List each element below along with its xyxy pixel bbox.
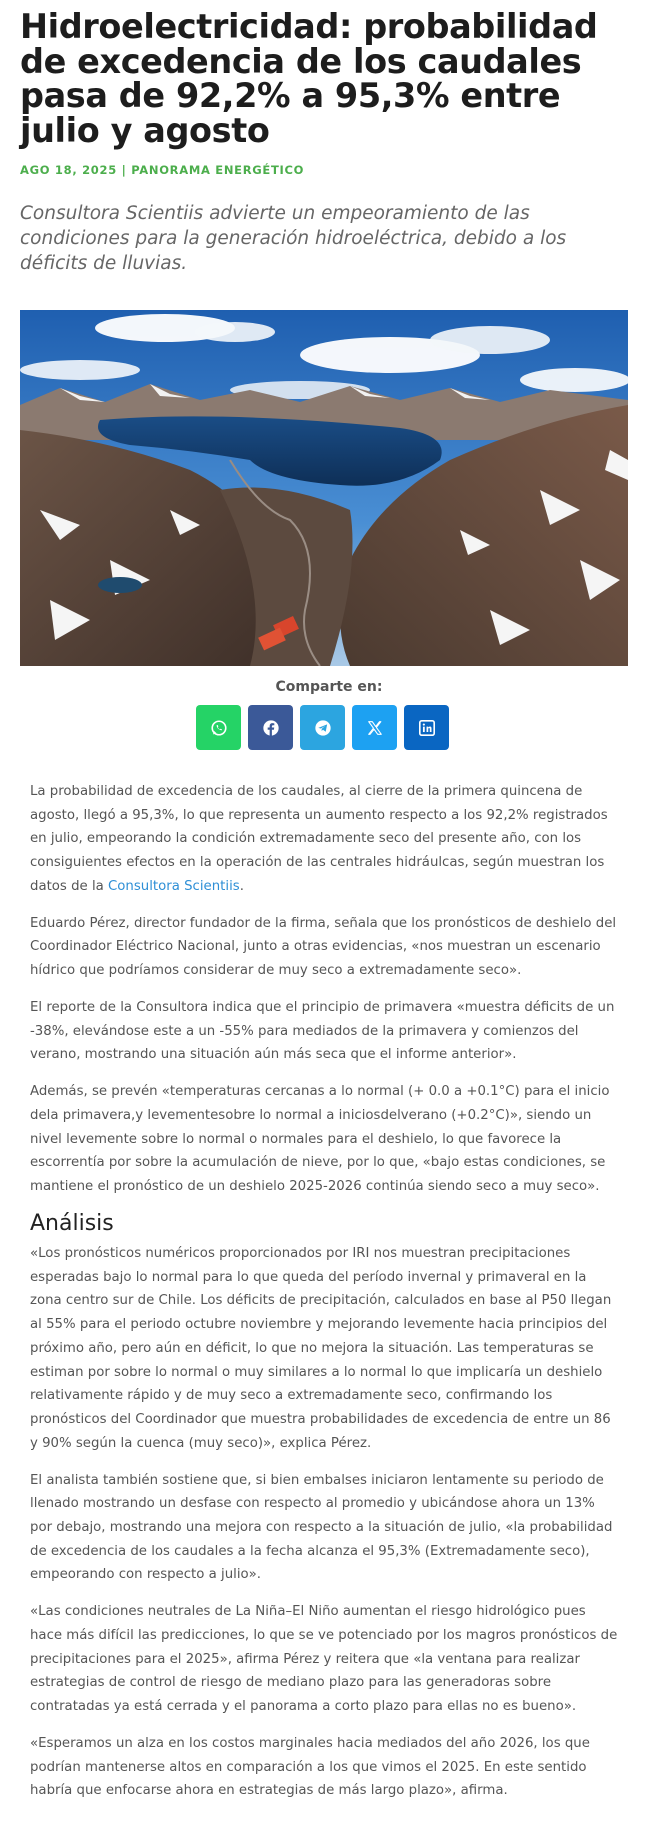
article-subtitle: Consultora Scientiis advierte un empeoramiento de las condiciones para la generación hidroeléctrica, debido a los déficits de lluvias.: [20, 203, 567, 274]
article-body: [30, 780, 620, 1816]
paragraph-1: [30, 780, 620, 899]
paragraph-2: Eduardo Pérez, director fundador de la firma, señala que los pronósticos de deshielo del Coordinador Eléctrico Nacional, junto a otras evidencias, «nos muestran un escenario hídrico que podríamos considerar de muy seco a extremadamente seco».: [30, 915, 617, 979]
whatsapp-icon: [210, 719, 228, 737]
share-buttons: [196, 705, 449, 750]
linkedin-icon: [418, 719, 436, 737]
share-whatsapp-button[interactable]: [196, 705, 241, 750]
share-facebook-button[interactable]: [248, 705, 293, 750]
article-meta[interactable]: AGO 18, 2025 | PANORAMA ENERGÉTICO: [20, 163, 305, 177]
paragraph-1-end: .: [239, 878, 244, 894]
share-telegram-button[interactable]: [300, 705, 345, 750]
section-heading-analisis: Análisis: [30, 1211, 114, 1236]
x-icon: [366, 719, 384, 737]
paragraph-8: «Esperamos un alza en los costos marginales hacia mediados del año 2026, los que podrían mantenerse altos en comparación a los que vimos el 2025. En este sentido habría que enfocarse ahora en estrategias de más largo plazo», afirma.: [30, 1735, 590, 1799]
share-label: Comparte en:: [275, 679, 383, 695]
paragraph-1-text: La probabilidad de excedencia de los caudales, al cierre de la primera quincena de agosto, llegó a 95,3%, lo que representa un aumento respecto a los 92,2% registrados en julio, empeorando la condición extremadamente seco del presente año, con los consiguientes efectos en la operación de las centrales hidráulcas, según muestran los datos de la: [30, 784, 608, 894]
paragraph-5: «Los pronósticos numéricos proporcionados por IRI nos muestran precipitaciones esperadas bajo lo normal para lo que queda del período invernal y primaveral en la zona centro sur de Chile. Los déficits de precipitación, calculados en base al P50 llegan al 55% para el periodo octubre noviembre y mejorando levemente hacia principios del próximo año, pero aún en déficit, lo que no mejora la situación. Las temperaturas se estiman por sobre lo normal o muy similares a lo normal lo que implicaría un deshielo relativamente rápido y de muy seco a extremadamente seco, confirmando los pronósticos del Coordinador que muestra probabilidades de excedencia de entre un 86 y 90% según la cuenca (muy seco)», explica Pérez.: [30, 1246, 612, 1451]
consultora-scientiis-link[interactable]: Consultora Scientiis: [108, 878, 240, 894]
telegram-icon: [314, 719, 332, 737]
paragraph-7: «Las condiciones neutrales de La Niña–El Niño aumentan el riesgo hidrológico pues hace más difícil las predicciones, lo que se ve potenciado por los magros pronósticos de precipitaciones para el 2025», afirma Pérez y reitera que «la ventana para realizar estrategias de control de riesgo de mediano plazo para las generadoras sobre contratadas ya está cerrada y el panorama a corto plazo para ellas no es bueno».: [30, 1604, 618, 1715]
paragraph-4: Además, se prevén «temperaturas cercanas a lo normal (+ 0.0 a +0.1°C) para el inicio dela primavera,y levementesobre lo normal a iniciosdelverano (+0.2°C)», siendo un nivel levemente sobre lo normal o normales para el deshielo, lo que favorece la escorrentía por sobre la acumulación de nieve, por lo que, «bajo estas condiciones, se mantiene el pronóstico de un deshielo 2025-2026 continúa siendo seco a muy seco».: [30, 1084, 610, 1195]
hero-image-reservoir-landscape: [20, 310, 628, 666]
article-title: Hidroelectricidad: probabilidad de excedencia de los caudales pasa de 92,2% a 95,3% entre julio y agosto: [20, 7, 598, 150]
paragraph-6: El analista también sostiene que, si bien embalses iniciaron lentamente su periodo de llenado mostrando un desfase con respecto al promedio y ubicándose ahora un 13% por debajo, mostrando una mejora con respecto a la situación de julio, «la probabilidad de excedencia de los caudales a la fecha alcanza el 95,3% (Extremadamente seco), empeorando con respecto a julio».: [30, 1472, 613, 1583]
share-linkedin-button[interactable]: [404, 705, 449, 750]
share-x-button[interactable]: [352, 705, 397, 750]
facebook-icon: [262, 719, 280, 737]
paragraph-3: El reporte de la Consultora indica que el principio de primavera «muestra déficits de un -38%, elevándose este a un -55% para mediados de la primavera y comienzos del verano, mostrando una situación aún más seca que el informe anterior».: [30, 1000, 615, 1063]
